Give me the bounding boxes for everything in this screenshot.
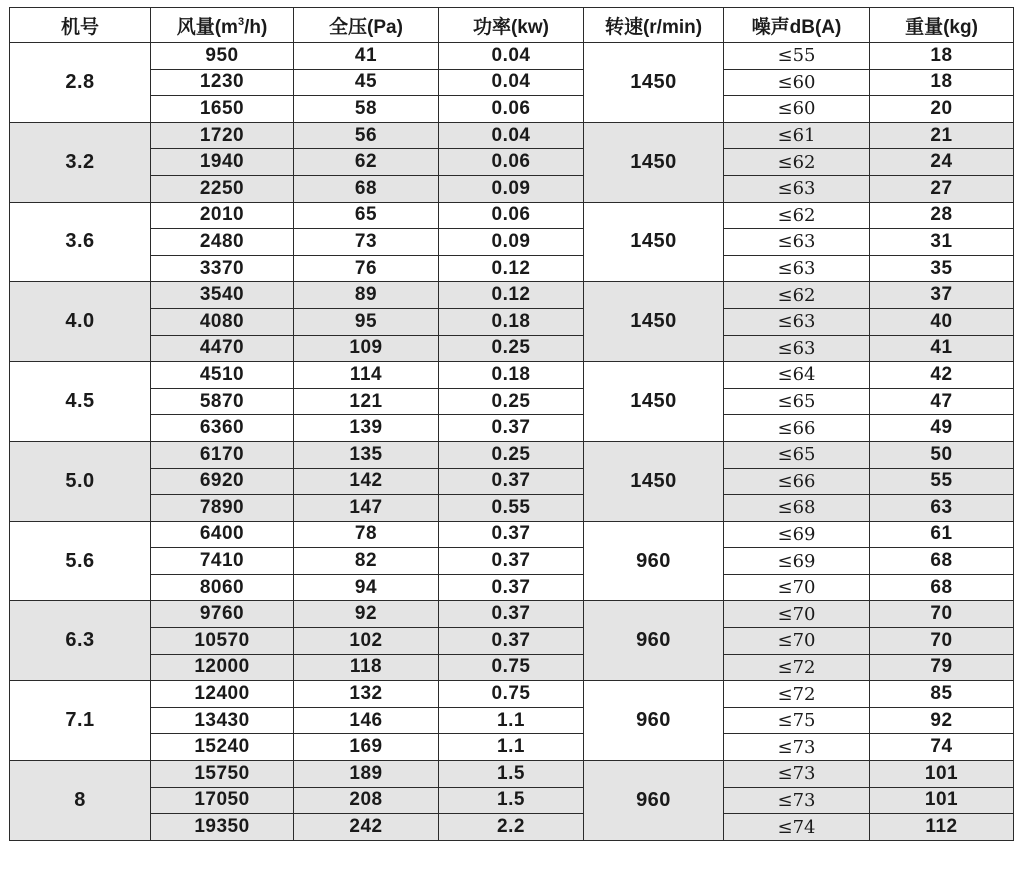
noise-cell: ≤75 [724, 707, 870, 734]
power-cell: 1.5 [439, 787, 584, 814]
pressure-cell: 132 [294, 681, 439, 708]
weight-cell: 70 [870, 601, 1014, 628]
power-cell: 0.04 [439, 69, 584, 96]
pressure-cell: 169 [294, 734, 439, 761]
header-weight: 重量(kg) [870, 8, 1014, 43]
table-row [10, 229, 1014, 256]
airflow-cell: 3540 [151, 282, 294, 309]
pressure-cell: 114 [294, 362, 439, 389]
model-cell: 4.0 [10, 282, 151, 362]
noise-cell: ≤73 [724, 734, 870, 761]
power-cell: 0.06 [439, 96, 584, 123]
power-cell: 0.12 [439, 255, 584, 282]
power-cell: 1.1 [439, 707, 584, 734]
noise-cell: ≤70 [724, 574, 870, 601]
model-cell: 3.2 [10, 122, 151, 202]
pressure-cell: 121 [294, 388, 439, 415]
pressure-cell: 118 [294, 654, 439, 681]
airflow-cell: 8060 [151, 574, 294, 601]
airflow-cell: 12400 [151, 681, 294, 708]
power-cell: 1.1 [439, 734, 584, 761]
speed-cell: 1450 [584, 43, 724, 123]
power-cell: 2.2 [439, 814, 584, 841]
table-row [10, 468, 1014, 495]
power-cell: 0.55 [439, 495, 584, 522]
noise-cell: ≤63 [724, 308, 870, 335]
airflow-cell: 17050 [151, 787, 294, 814]
table-row [10, 761, 1014, 788]
pressure-cell: 78 [294, 521, 439, 548]
table-row [10, 175, 1014, 202]
weight-cell: 28 [870, 202, 1014, 229]
weight-cell: 20 [870, 96, 1014, 123]
power-cell: 0.04 [439, 122, 584, 149]
weight-cell: 101 [870, 761, 1014, 788]
weight-cell: 24 [870, 149, 1014, 176]
pressure-cell: 208 [294, 787, 439, 814]
pressure-cell: 135 [294, 441, 439, 468]
airflow-cell: 1650 [151, 96, 294, 123]
weight-cell: 112 [870, 814, 1014, 841]
header-airflow-unit: /h) [244, 16, 268, 38]
pressure-cell: 109 [294, 335, 439, 362]
airflow-cell: 2010 [151, 202, 294, 229]
airflow-cell: 6920 [151, 468, 294, 495]
table-row [10, 548, 1014, 575]
airflow-cell: 15240 [151, 734, 294, 761]
table-row [10, 441, 1014, 468]
table-row [10, 362, 1014, 389]
weight-cell: 50 [870, 441, 1014, 468]
noise-cell: ≤60 [724, 96, 870, 123]
noise-cell: ≤70 [724, 601, 870, 628]
power-cell: 0.09 [439, 229, 584, 256]
table-row [10, 681, 1014, 708]
table-row [10, 601, 1014, 628]
airflow-cell: 7410 [151, 548, 294, 575]
noise-cell: ≤74 [724, 814, 870, 841]
model-cell: 8 [10, 761, 151, 841]
power-cell: 0.75 [439, 654, 584, 681]
pressure-cell: 62 [294, 149, 439, 176]
power-cell: 0.25 [439, 335, 584, 362]
airflow-cell: 15750 [151, 761, 294, 788]
airflow-cell: 3370 [151, 255, 294, 282]
table-row [10, 521, 1014, 548]
weight-cell: 42 [870, 362, 1014, 389]
table-row [10, 335, 1014, 362]
airflow-cell: 19350 [151, 814, 294, 841]
noise-cell: ≤73 [724, 787, 870, 814]
table-row [10, 43, 1014, 70]
power-cell: 0.37 [439, 468, 584, 495]
power-cell: 0.37 [439, 415, 584, 442]
weight-cell: 79 [870, 654, 1014, 681]
pressure-cell: 68 [294, 175, 439, 202]
table-row [10, 415, 1014, 442]
header-airflow [151, 8, 294, 43]
weight-cell: 21 [870, 122, 1014, 149]
weight-cell: 41 [870, 335, 1014, 362]
model-cell: 3.6 [10, 202, 151, 282]
pressure-cell: 73 [294, 229, 439, 256]
pressure-cell: 142 [294, 468, 439, 495]
noise-cell: ≤72 [724, 681, 870, 708]
header-speed: 转速(r/min) [584, 8, 724, 43]
airflow-cell: 4470 [151, 335, 294, 362]
airflow-cell: 7890 [151, 495, 294, 522]
pressure-cell: 242 [294, 814, 439, 841]
header-pressure: 全压(Pa) [294, 8, 439, 43]
weight-cell: 70 [870, 628, 1014, 655]
power-cell: 0.37 [439, 601, 584, 628]
airflow-cell: 950 [151, 43, 294, 70]
airflow-cell: 9760 [151, 601, 294, 628]
airflow-cell: 6170 [151, 441, 294, 468]
noise-cell: ≤62 [724, 202, 870, 229]
power-cell: 0.09 [439, 175, 584, 202]
airflow-cell: 6400 [151, 521, 294, 548]
model-cell: 7.1 [10, 681, 151, 761]
weight-cell: 85 [870, 681, 1014, 708]
weight-cell: 31 [870, 229, 1014, 256]
noise-cell: ≤70 [724, 628, 870, 655]
weight-cell: 61 [870, 521, 1014, 548]
model-cell: 5.6 [10, 521, 151, 601]
weight-cell: 27 [870, 175, 1014, 202]
pressure-cell: 41 [294, 43, 439, 70]
pressure-cell: 189 [294, 761, 439, 788]
power-cell: 0.04 [439, 43, 584, 70]
power-cell: 0.06 [439, 149, 584, 176]
table-row [10, 69, 1014, 96]
speed-cell: 1450 [584, 362, 724, 442]
power-cell: 0.18 [439, 362, 584, 389]
noise-cell: ≤60 [724, 69, 870, 96]
noise-cell: ≤72 [724, 654, 870, 681]
table-row [10, 282, 1014, 309]
pressure-cell: 146 [294, 707, 439, 734]
airflow-cell: 13430 [151, 707, 294, 734]
header-model: 机号 [10, 8, 151, 43]
pressure-cell: 76 [294, 255, 439, 282]
table-row [10, 628, 1014, 655]
airflow-cell: 2480 [151, 229, 294, 256]
weight-cell: 101 [870, 787, 1014, 814]
airflow-cell: 10570 [151, 628, 294, 655]
noise-cell: ≤69 [724, 548, 870, 575]
table-row [10, 787, 1014, 814]
airflow-cell: 2250 [151, 175, 294, 202]
power-cell: 0.18 [439, 308, 584, 335]
airflow-cell: 1720 [151, 122, 294, 149]
power-cell: 0.25 [439, 388, 584, 415]
noise-cell: ≤62 [724, 282, 870, 309]
header-airflow-label: 风量(m [176, 16, 238, 38]
table-row [10, 122, 1014, 149]
table-row [10, 495, 1014, 522]
speed-cell: 960 [584, 681, 724, 761]
noise-cell: ≤66 [724, 415, 870, 442]
table-row [10, 149, 1014, 176]
airflow-cell: 12000 [151, 654, 294, 681]
speed-cell: 1450 [584, 282, 724, 362]
weight-cell: 37 [870, 282, 1014, 309]
power-cell: 0.12 [439, 282, 584, 309]
noise-cell: ≤62 [724, 149, 870, 176]
table-row [10, 255, 1014, 282]
airflow-cell: 5870 [151, 388, 294, 415]
noise-cell: ≤64 [724, 362, 870, 389]
power-cell: 1.5 [439, 761, 584, 788]
noise-cell: ≤63 [724, 175, 870, 202]
pressure-cell: 58 [294, 96, 439, 123]
weight-cell: 68 [870, 574, 1014, 601]
airflow-cell: 6360 [151, 415, 294, 442]
speed-cell: 1450 [584, 202, 724, 282]
pressure-cell: 94 [294, 574, 439, 601]
noise-cell: ≤55 [724, 43, 870, 70]
model-cell: 6.3 [10, 601, 151, 681]
power-cell: 0.06 [439, 202, 584, 229]
model-cell: 4.5 [10, 362, 151, 442]
header-row [10, 8, 1014, 43]
speed-cell: 1450 [584, 441, 724, 521]
pressure-cell: 82 [294, 548, 439, 575]
weight-cell: 68 [870, 548, 1014, 575]
speed-cell: 960 [584, 601, 724, 681]
pressure-cell: 95 [294, 308, 439, 335]
weight-cell: 18 [870, 69, 1014, 96]
pressure-cell: 147 [294, 495, 439, 522]
noise-cell: ≤61 [724, 122, 870, 149]
table-row [10, 734, 1014, 761]
table-row [10, 707, 1014, 734]
weight-cell: 49 [870, 415, 1014, 442]
weight-cell: 35 [870, 255, 1014, 282]
pressure-cell: 139 [294, 415, 439, 442]
power-cell: 0.75 [439, 681, 584, 708]
header-noise: 噪声dB(A) [724, 8, 870, 43]
noise-cell: ≤65 [724, 441, 870, 468]
airflow-cell: 4080 [151, 308, 294, 335]
table-row [10, 814, 1014, 841]
fan-spec-table [9, 7, 1014, 841]
pressure-cell: 45 [294, 69, 439, 96]
weight-cell: 74 [870, 734, 1014, 761]
speed-cell: 960 [584, 521, 724, 601]
pressure-cell: 56 [294, 122, 439, 149]
noise-cell: ≤68 [724, 495, 870, 522]
pressure-cell: 92 [294, 601, 439, 628]
noise-cell: ≤65 [724, 388, 870, 415]
header-airflow-superscript: 3 [237, 15, 245, 28]
model-cell: 2.8 [10, 43, 151, 123]
weight-cell: 40 [870, 308, 1014, 335]
airflow-cell: 1230 [151, 69, 294, 96]
power-cell: 0.37 [439, 628, 584, 655]
table-row [10, 96, 1014, 123]
power-cell: 0.25 [439, 441, 584, 468]
weight-cell: 18 [870, 43, 1014, 70]
model-cell: 5.0 [10, 441, 151, 521]
table-row [10, 388, 1014, 415]
pressure-cell: 65 [294, 202, 439, 229]
airflow-cell: 4510 [151, 362, 294, 389]
header-power: 功率(kw) [439, 8, 584, 43]
weight-cell: 47 [870, 388, 1014, 415]
weight-cell: 55 [870, 468, 1014, 495]
table-row [10, 308, 1014, 335]
weight-cell: 92 [870, 707, 1014, 734]
pressure-cell: 102 [294, 628, 439, 655]
noise-cell: ≤63 [724, 255, 870, 282]
noise-cell: ≤69 [724, 521, 870, 548]
noise-cell: ≤66 [724, 468, 870, 495]
noise-cell: ≤63 [724, 335, 870, 362]
pressure-cell: 89 [294, 282, 439, 309]
noise-cell: ≤73 [724, 761, 870, 788]
power-cell: 0.37 [439, 574, 584, 601]
table-row [10, 202, 1014, 229]
table-body [10, 43, 1014, 841]
speed-cell: 960 [584, 761, 724, 841]
power-cell: 0.37 [439, 521, 584, 548]
noise-cell: ≤63 [724, 229, 870, 256]
table-row [10, 574, 1014, 601]
power-cell: 0.37 [439, 548, 584, 575]
table-row [10, 654, 1014, 681]
weight-cell: 63 [870, 495, 1014, 522]
speed-cell: 1450 [584, 122, 724, 202]
airflow-cell: 1940 [151, 149, 294, 176]
